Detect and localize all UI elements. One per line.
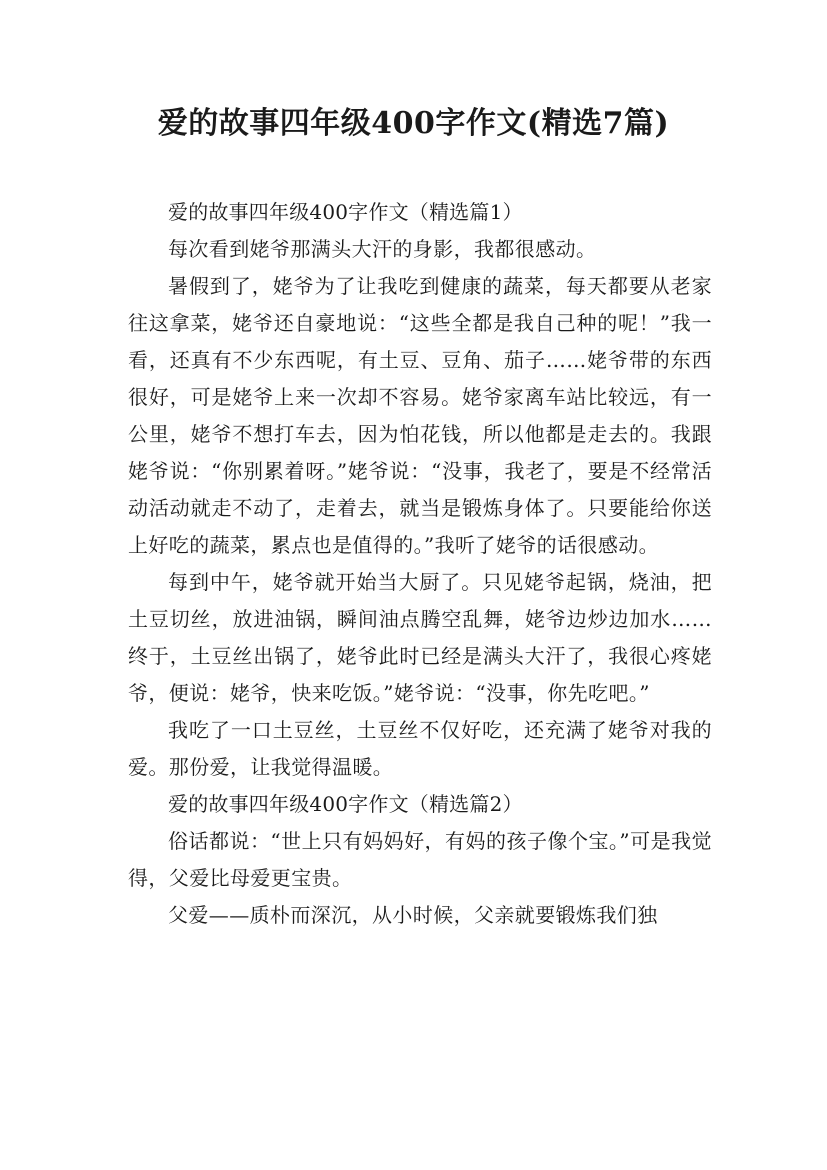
paragraph: 父爱——质朴而深沉，从小时候，父亲就要锻炼我们独: [168, 903, 658, 927]
section-heading-1: 爱的故事四年级400字作文（精选篇1）: [168, 200, 523, 224]
document-title: 爱的故事四年级400字作文(精选7篇): [157, 106, 670, 141]
paragraph: 俗话都说：“世上只有妈妈好，有妈的孩子像个宝。”可是我觉得，父爱比母爱更宝贵。: [128, 829, 712, 890]
document-body: [128, 194, 712, 934]
paragraph: 每到中午，姥爷就开始当大厨了。只见姥爷起锅，烧油，把土豆切丝，放进油锅，瞬间油点腾空乱舞，姥爷边炒边加水……终于，土豆丝出锅了，姥爷此时已经是满头大汗了，我很心疼姥爷，便说：姥爷，快来吃饭。”姥爷说：“没事，你先吃吧。”: [128, 570, 712, 705]
paragraph: 每次看到姥爷那满头大汗的身影，我都很感动。: [168, 237, 597, 261]
paragraph: 我吃了一口土豆丝，土豆丝不仅好吃，还充满了姥爷对我的爱。那份爱，让我觉得温暖。: [128, 718, 712, 779]
paragraph: 暑假到了，姥爷为了让我吃到健康的蔬菜，每天都要从老家往这拿菜，姥爷还自豪地说：“这些全都是我自己种的呢！”我一看，还真有不少东西呢，有土豆、豆角、茄子……姥爷带的东西很好，可是姥爷上来一次却不容易。姥爷家离车站比较远，有一公里，姥爷不想打车去，因为怕花钱，所以他都是走去的。我跟姥爷说：“你别累着呀。”姥爷说：“没事，我老了，要是不经常活动活动就走不动了，走着去，就当是锻炼身体了。只要能给你送上好吃的蔬菜，累点也是值得的。”我听了姥爷的话很感动。: [128, 274, 712, 557]
section-heading-2: 爱的故事四年级400字作文（精选篇2）: [168, 792, 523, 816]
